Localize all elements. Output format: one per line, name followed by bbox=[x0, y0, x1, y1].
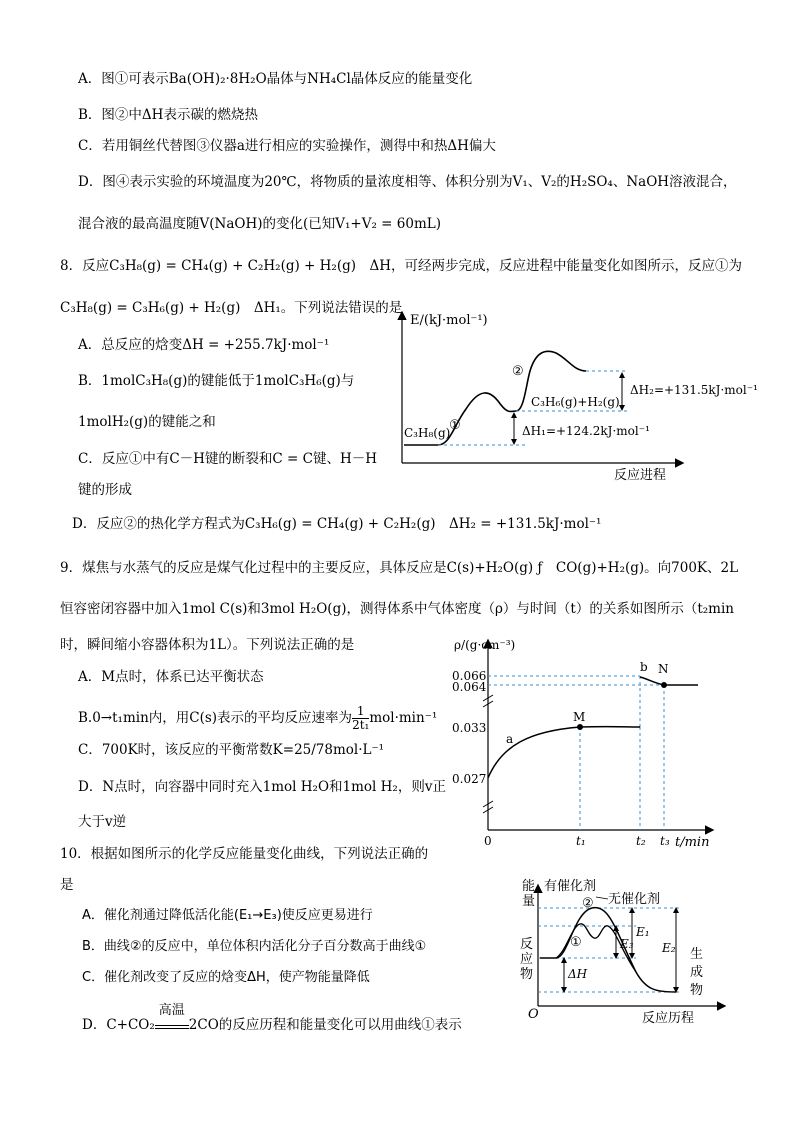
q10-product-1: 生 bbox=[690, 947, 704, 962]
q9-option-b-fraction bbox=[352, 705, 369, 732]
q9-label-n: N bbox=[658, 662, 669, 676]
q7-option-c: C．若用铜丝代替图③仪器a进行相应的实验操作，测得中和热ΔH偏大 bbox=[78, 138, 496, 154]
q9-curve-b bbox=[640, 677, 698, 685]
q8-mark-step2: ② bbox=[512, 364, 524, 379]
q10-option-d-reactants: D．C+CO₂ bbox=[82, 1017, 155, 1033]
q9-fraction-den: 2t₁ bbox=[352, 718, 370, 732]
q8-y-label: E/(kJ·mol⁻¹) bbox=[410, 313, 488, 328]
q9-option-b bbox=[78, 705, 437, 732]
q9-option-a: A．M点时，体系已达平衡状态 bbox=[78, 669, 264, 685]
q10-x-label: 反应历程 bbox=[642, 1011, 695, 1026]
q8-stem-line1: 8．反应C₃H₈(g) = CH₄(g) + C₂H₂(g) + H₂(g) ΔH，可经两步完成，反应进程中能量变化如图所示，反应①为 bbox=[60, 258, 743, 274]
q9-label-b: b bbox=[640, 660, 648, 674]
q10-stem-line2: 是 bbox=[60, 877, 74, 893]
q7-option-b: B．图②中ΔH表示碳的燃烧热 bbox=[78, 107, 258, 123]
q9-xtick-t2: t₂ bbox=[636, 834, 646, 848]
q9-ytick-0066: 0.066 bbox=[452, 669, 487, 683]
q8-stem-line2: C₃H₈(g) = C₃H₆(g) + H₂(g) ΔH₁。下列说法错误的是 bbox=[60, 300, 403, 316]
q10-option-a: A．催化剂通过降低活化能(E₁→E₃)使反应更易进行 bbox=[82, 908, 373, 923]
q10-label-no-catalyst: 无催化剂 bbox=[608, 892, 661, 907]
q10-curve-no-catalyst bbox=[540, 908, 676, 992]
q10-y-label-1: 能 bbox=[522, 879, 536, 894]
q10-reactant-3: 物 bbox=[520, 967, 534, 982]
q10-option-d-text: 2CO的反应历程和能量变化可以用曲线①表示 bbox=[188, 1017, 462, 1033]
q9-label-a: a bbox=[506, 732, 514, 746]
q8-x-label: 反应进程 bbox=[614, 468, 667, 483]
q9-ytick-0064: 0.064 bbox=[452, 680, 487, 694]
q9-xtick-t1: t₁ bbox=[576, 834, 586, 848]
q9-label-m: M bbox=[573, 710, 586, 724]
q9-density-graph bbox=[450, 635, 722, 850]
q10-mark-1: ① bbox=[570, 935, 582, 950]
q9-x-label: t/min bbox=[675, 835, 710, 850]
q9-point-n bbox=[661, 682, 667, 688]
q10-label-e2: E₂ bbox=[662, 941, 676, 955]
q10-option-d bbox=[82, 1003, 462, 1034]
q8-dh2-label: ΔH₂=+131.5kJ·mol⁻¹ bbox=[630, 383, 758, 397]
q9-ytick-0027: 0.027 bbox=[452, 772, 487, 786]
q9-stem-line3: 时，瞬间缩小容器体积为1L）。下列说法正确的是 bbox=[60, 637, 355, 653]
q9-ytick-0033: 0.033 bbox=[452, 721, 487, 735]
q10-high-temp-condition bbox=[155, 1003, 189, 1029]
q8-label-c3h6-h2: C₃H₆(g)+H₂(g) bbox=[531, 395, 620, 409]
q10-reactant-2: 应 bbox=[520, 952, 534, 967]
q9-stem-line1: 9．煤焦与水蒸气的反应是煤气化过程中的主要反应，具体反应是C(s)+H₂O(g) ƒ CO(g)+H₂(g)。向700K、2L bbox=[60, 560, 739, 576]
q9-y-label: ρ/(g·cm⁻³) bbox=[454, 638, 516, 652]
q9-option-d-line2: 大于v逆 bbox=[78, 814, 127, 830]
q8-option-b-line1: B．1molC₃H₈(g)的键能低于1molC₃H₆(g)与 bbox=[78, 373, 355, 389]
q8-energy-diagram bbox=[390, 305, 762, 485]
q10-label-dh: ΔH bbox=[568, 967, 588, 981]
q9-option-b-unit: mol·min⁻¹ bbox=[369, 710, 438, 726]
q7-option-d-line2: 混合液的最高温度随V(NaOH)的变化(已知V₁+V₂ = 60mL) bbox=[78, 216, 441, 232]
q10-stem-line1: 10．根据如图所示的化学反应能量变化曲线，下列说法正确的 bbox=[60, 846, 429, 862]
q10-label-catalyst: 有催化剂 bbox=[544, 879, 597, 894]
q8-mark-step1: ① bbox=[449, 418, 461, 433]
q10-product-2: 成 bbox=[690, 965, 704, 980]
q8-label-c3h8: C₃H₈(g) bbox=[404, 426, 451, 440]
q8-option-d: D．反应②的热化学方程式为C₃H₆(g) = CH₄(g) + C₂H₂(g) ΔH₂ = +131.5kJ·mol⁻¹ bbox=[72, 516, 602, 532]
q10-mark-2: ② bbox=[582, 896, 594, 911]
q10-energy-diagram bbox=[516, 872, 732, 1028]
q10-label-e3: E₃ bbox=[620, 937, 634, 951]
q8-option-c-line1: C．反应①中有C－H键的断裂和C = C键、H－H bbox=[78, 451, 378, 467]
q7-option-d-line1: D．图④表示实验的环境温度为20℃，将物质的量浓度相等、体积分别为V₁、V₂的H₂SO₄、NaOH溶液混合， bbox=[78, 174, 737, 190]
q10-origin: O bbox=[528, 1007, 539, 1022]
q9-xtick-0: 0 bbox=[484, 834, 492, 848]
q10-option-b: B．曲线②的反应中，单位体积内活化分子百分数高于曲线① bbox=[82, 939, 427, 954]
q8-option-b-line2: 1molH₂(g)的键能之和 bbox=[78, 414, 216, 430]
q9-stem-line2: 恒容密闭容器中加入1mol C(s)和3mol H₂O(g)，测得体系中气体密度（ρ）与时间（t）的关系如图所示（t₂min bbox=[60, 601, 734, 617]
q8-option-a: A．总反应的焓变ΔH = +255.7kJ·mol⁻¹ bbox=[78, 337, 330, 353]
q10-label-e1: E₁ bbox=[636, 925, 650, 939]
q8-option-c-line2: 键的形成 bbox=[78, 482, 132, 498]
q9-point-m bbox=[577, 724, 583, 730]
q10-y-label-2: 量 bbox=[522, 894, 536, 909]
q9-xtick-t3: t₃ bbox=[660, 834, 670, 848]
q9-option-c: C．700K时，该反应的平衡常数K=25/78mol·L⁻¹ bbox=[78, 742, 385, 758]
q10-reactant-1: 反 bbox=[520, 937, 534, 952]
q10-option-c: C．催化剂改变了反应的焓变ΔH，使产物能量降低 bbox=[82, 970, 370, 985]
q7-option-a: A．图①可表示Ba(OH)₂·8H₂O晶体与NH₄Cl晶体反应的能量变化 bbox=[78, 71, 473, 87]
q8-dh1-label: ΔH₁=+124.2kJ·mol⁻¹ bbox=[522, 424, 650, 438]
q9-option-d-line1: D．N点时，向容器中同时充入1mol H₂O和1mol H₂，则v正 bbox=[78, 779, 446, 795]
q9-fraction-num: 1 bbox=[352, 705, 369, 719]
q10-condition-label: 高温 bbox=[158, 1003, 185, 1018]
q9-option-b-text: B.0→t₁min内，用C(s)表示的平均反应速率为 bbox=[78, 710, 353, 726]
q10-product-3: 物 bbox=[690, 983, 704, 998]
